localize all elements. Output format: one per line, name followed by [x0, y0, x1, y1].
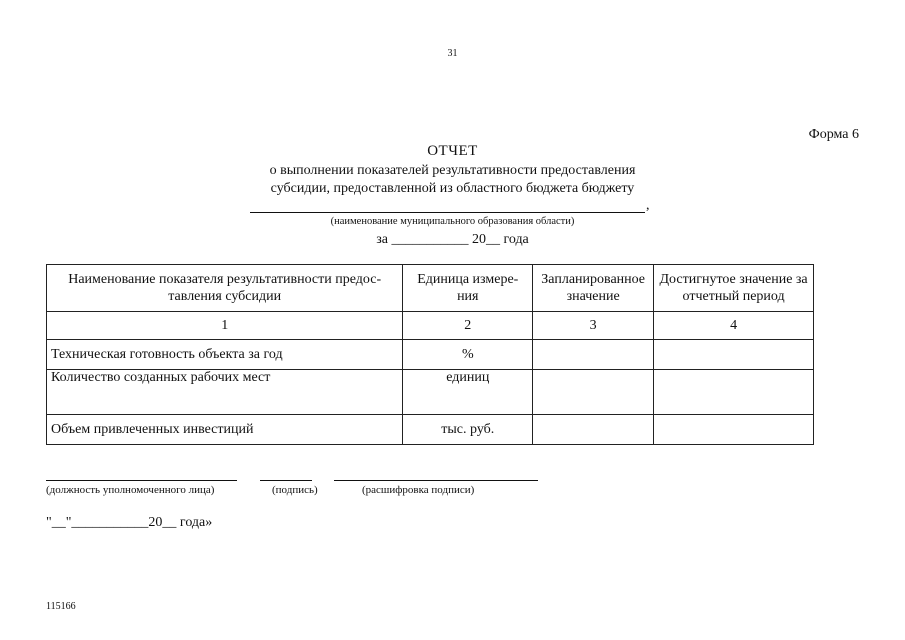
signature-caption: (подпись) — [272, 484, 318, 496]
table-row — [47, 340, 814, 370]
indicator-unit: тыс. руб. — [403, 415, 533, 445]
column-number: 4 — [654, 312, 814, 340]
planned-value-cell[interactable] — [533, 415, 654, 445]
document-code: 115166 — [46, 601, 76, 612]
signature-date: "__"___________20__ года» — [46, 515, 213, 530]
report-title: ОТЧЕТ — [427, 143, 478, 159]
form-label: Форма 6 — [808, 127, 859, 142]
header-achieved: Достигнутое значение за отчетный период — [654, 265, 814, 312]
subtitle-line-2: субсидии, предоставленной из областного бюджета бюджету — [270, 181, 635, 196]
indicator-name: Техническая готовность объекта за год — [47, 340, 403, 370]
signature-line[interactable] — [260, 479, 312, 481]
column-number: 3 — [533, 312, 654, 340]
report-period: за ___________ 20__ года — [376, 232, 529, 247]
report-subtitle — [0, 162, 905, 198]
achieved-value-cell[interactable] — [654, 370, 814, 415]
subtitle-line-1: о выполнении показателей результативности предоставления — [269, 163, 636, 178]
column-number-row — [47, 312, 814, 340]
header-unit: Единица измере-ния — [403, 265, 533, 312]
indicator-unit: единиц — [403, 370, 533, 415]
indicator-unit: % — [403, 340, 533, 370]
indicator-name: Количество созданных рабочих мест — [47, 370, 403, 415]
achieved-value-cell[interactable] — [654, 340, 814, 370]
column-number: 1 — [47, 312, 403, 340]
signature-decoding-line[interactable] — [334, 479, 538, 481]
results-table — [46, 264, 814, 445]
header-planned: Запланированное значение — [533, 265, 654, 312]
table-row — [47, 415, 814, 445]
position-signature-line[interactable] — [46, 479, 237, 481]
page-number: 31 — [447, 48, 458, 59]
municipality-comma: , — [646, 198, 650, 213]
municipality-name-field[interactable] — [250, 198, 645, 213]
decoding-caption: (расшифровка подписи) — [362, 484, 475, 496]
table-row — [47, 370, 814, 415]
planned-value-cell[interactable] — [533, 340, 654, 370]
header-indicator-name: Наименование показателя результативности предос-тавления субсидии — [47, 265, 403, 312]
table-header-row — [47, 265, 814, 312]
indicator-name: Объем привлеченных инвестиций — [47, 415, 403, 445]
achieved-value-cell[interactable] — [654, 415, 814, 445]
column-number: 2 — [403, 312, 533, 340]
municipality-caption: (наименование муниципального образования области) — [330, 216, 575, 227]
planned-value-cell[interactable] — [533, 370, 654, 415]
position-caption: (должность уполномоченного лица) — [46, 484, 215, 496]
